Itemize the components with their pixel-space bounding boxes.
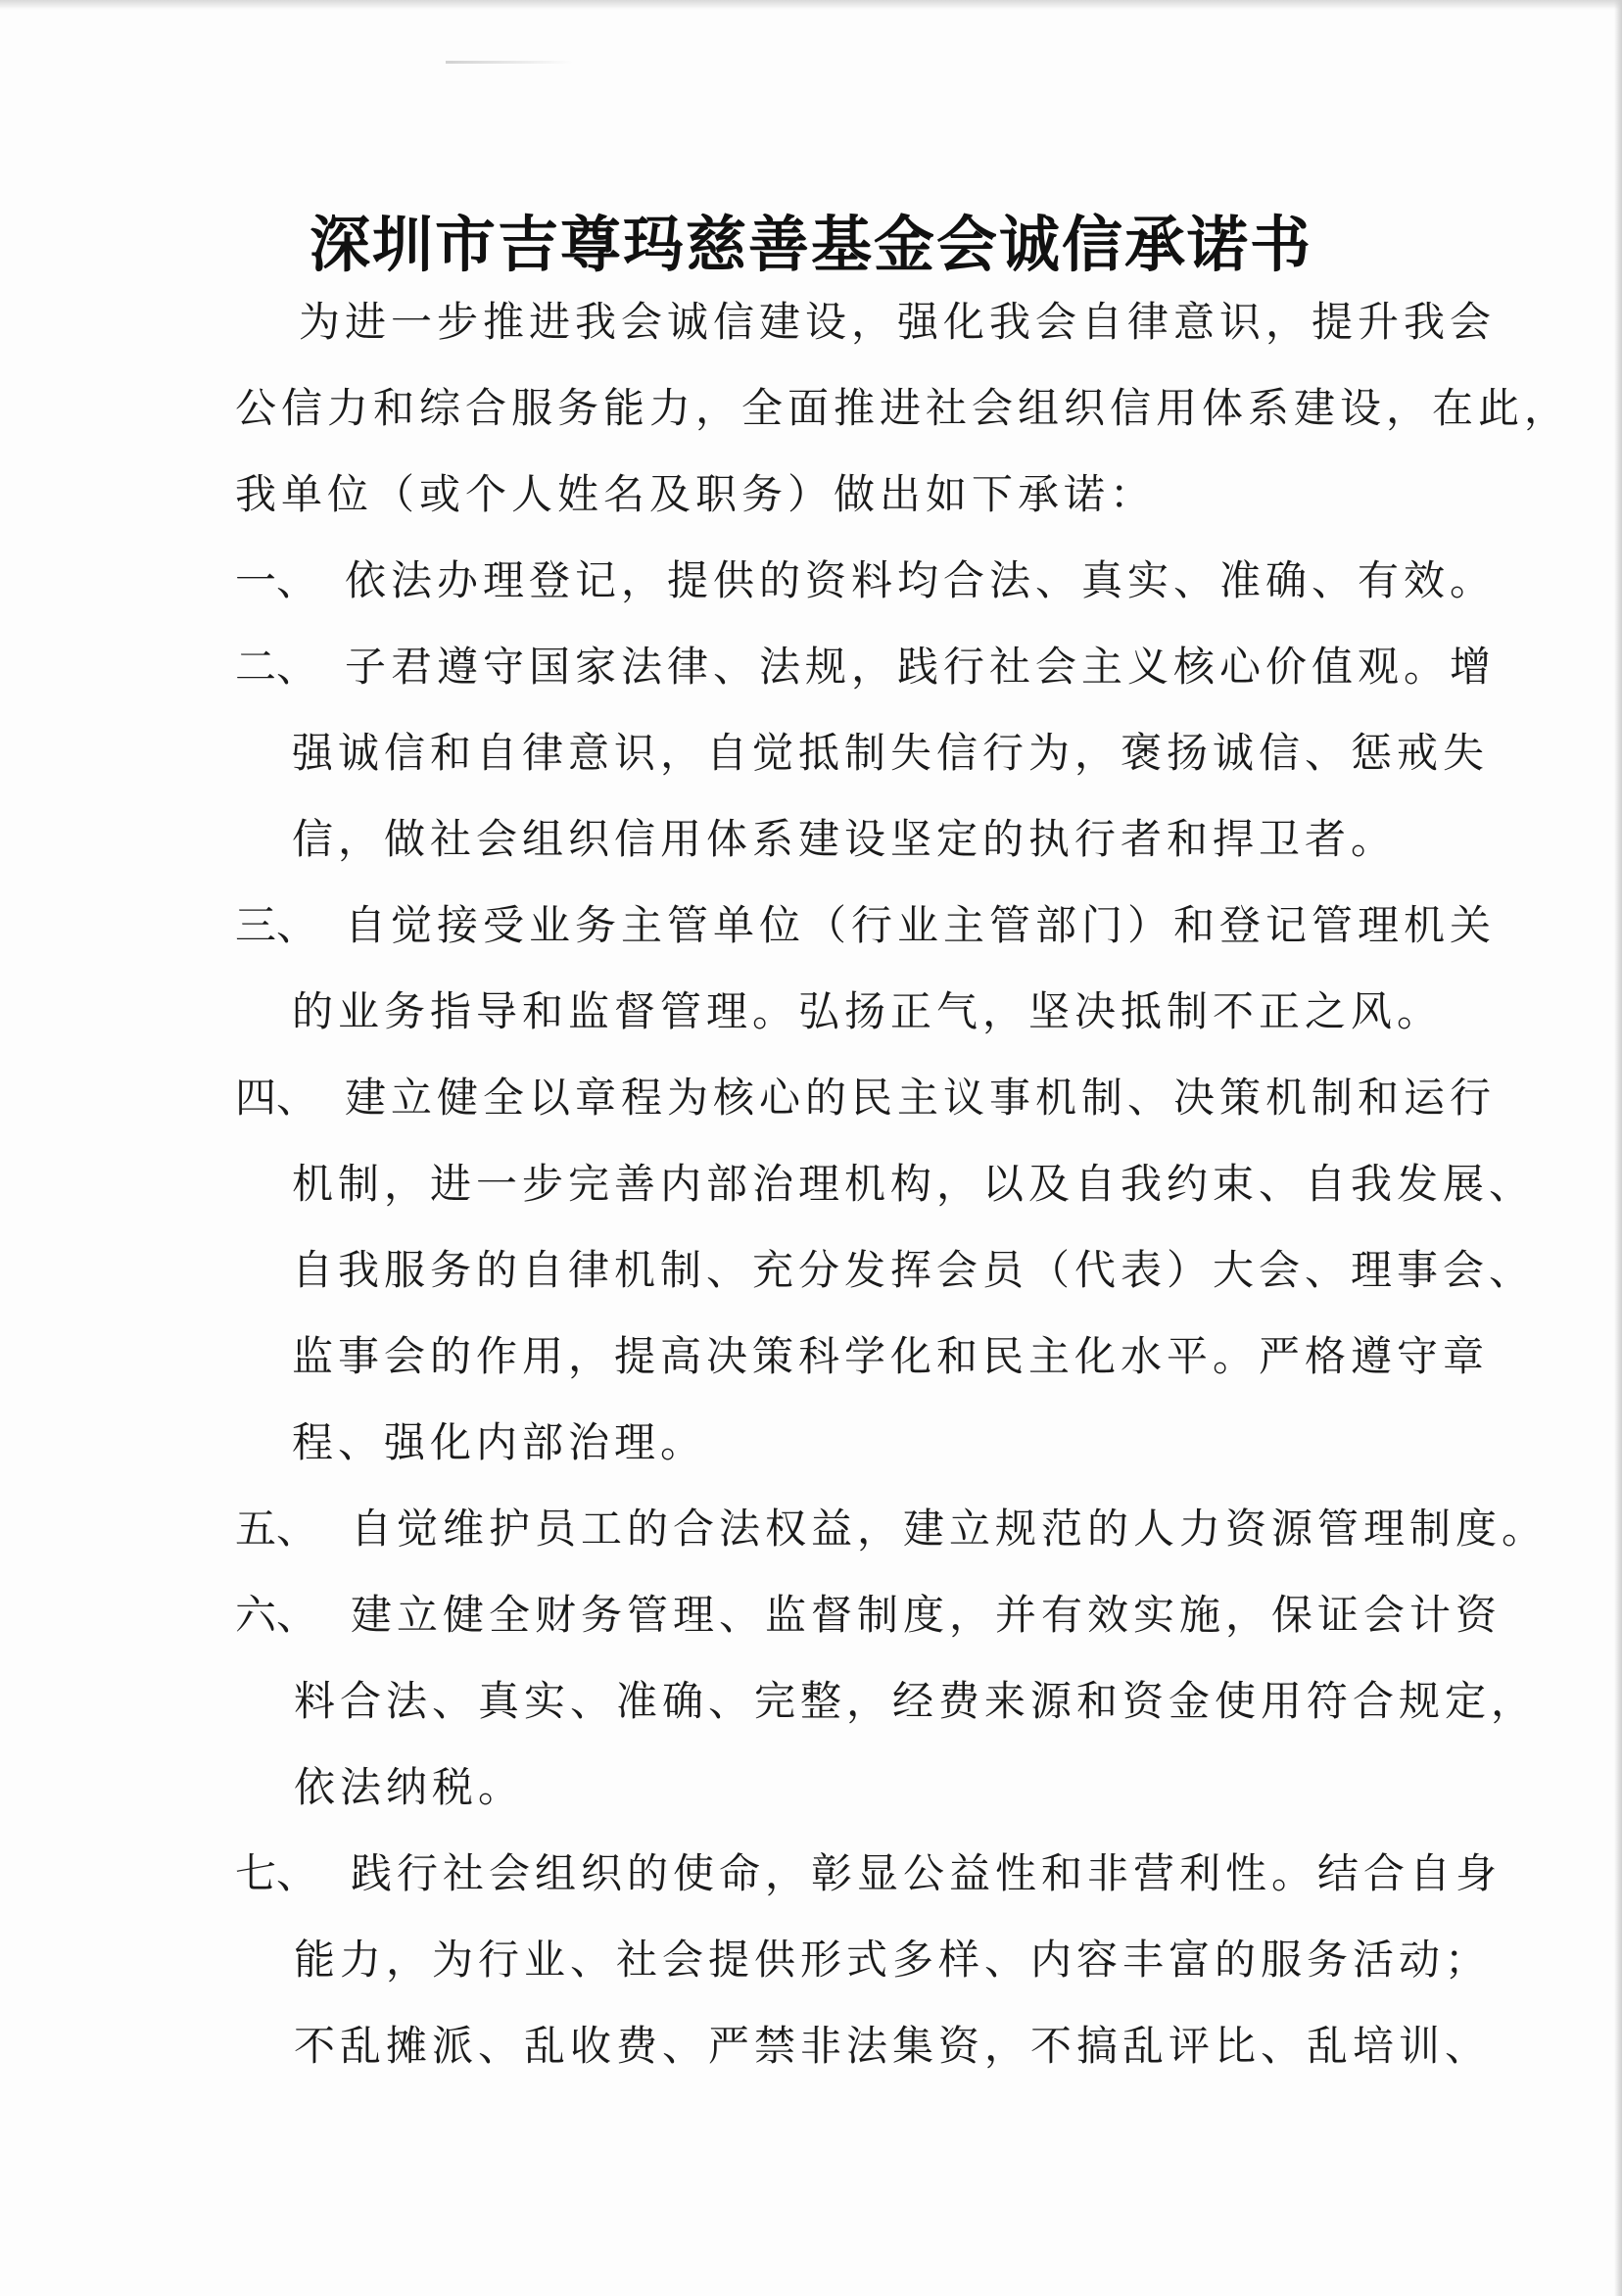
item-line: 子君遵守国家法律、法规，践行社会主义核心价值观。增: [345, 643, 1497, 691]
item-line: 的业务指导和监督管理。弘扬正气，坚决抵制不正之风。: [292, 987, 1444, 1035]
intro-line: 我单位（或个人姓名及职务）做出如下承诺：: [235, 470, 1157, 518]
item-line: 信，做社会组织信用体系建设坚定的执行者和捍卫者。: [292, 815, 1398, 863]
item-line: 自我服务的自律机制、充分发挥会员（代表）大会、理事会、: [292, 1246, 1536, 1294]
item-line: 依法纳税。: [294, 1763, 525, 1811]
item-line: 料合法、真实、准确、完整，经费来源和资金使用符合规定，: [294, 1677, 1538, 1725]
item-line: 能力，为行业、社会提供形式多样、内容丰富的服务活动；: [294, 1936, 1492, 1984]
item-number: 一、: [235, 556, 318, 604]
document-title: 深圳市吉尊玛慈善基金会诚信承诺书: [309, 209, 1312, 280]
item-number: 五、: [235, 1505, 318, 1553]
item-number: 六、: [235, 1591, 318, 1639]
intro-line: 为进一步推进我会诚信建设，强化我会自律意识，提升我会: [299, 298, 1497, 346]
item-number: 七、: [235, 1849, 318, 1897]
item-line: 监事会的作用，提高决策科学化和民主化水平。严格遵守章: [292, 1332, 1490, 1380]
intro-line: 公信力和综合服务能力，全面推进社会组织信用体系建设，在此，: [235, 384, 1571, 432]
item-line: 建立健全财务管理、监督制度，并有效实施，保证会计资: [351, 1591, 1503, 1639]
item-line: 践行社会组织的使命，彰显公益性和非营利性。结合自身: [351, 1849, 1503, 1897]
item-number: 四、: [235, 1074, 318, 1122]
item-line: 依法办理登记，提供的资料均合法、真实、准确、有效。: [345, 556, 1497, 604]
item-number: 三、: [235, 901, 318, 949]
item-line: 自觉维护员工的合法权益，建立规范的人力资源管理制度。: [351, 1505, 1549, 1553]
item-line: 建立健全以章程为核心的民主议事机制、决策机制和运行: [345, 1074, 1497, 1122]
item-line: 强诚信和自律意识，自觉抵制失信行为，褒扬诚信、惩戒失: [292, 729, 1490, 777]
item-line: 不乱摊派、乱收费、严禁非法集资，不搞乱评比、乱培训、: [294, 2022, 1492, 2070]
item-line: 程、强化内部治理。: [292, 1418, 707, 1466]
item-line: 自觉接受业务主管单位（行业主管部门）和登记管理机关: [345, 901, 1497, 949]
item-number: 二、: [235, 643, 318, 691]
item-line: 机制，进一步完善内部治理机构，以及自我约束、自我发展、: [292, 1160, 1536, 1208]
